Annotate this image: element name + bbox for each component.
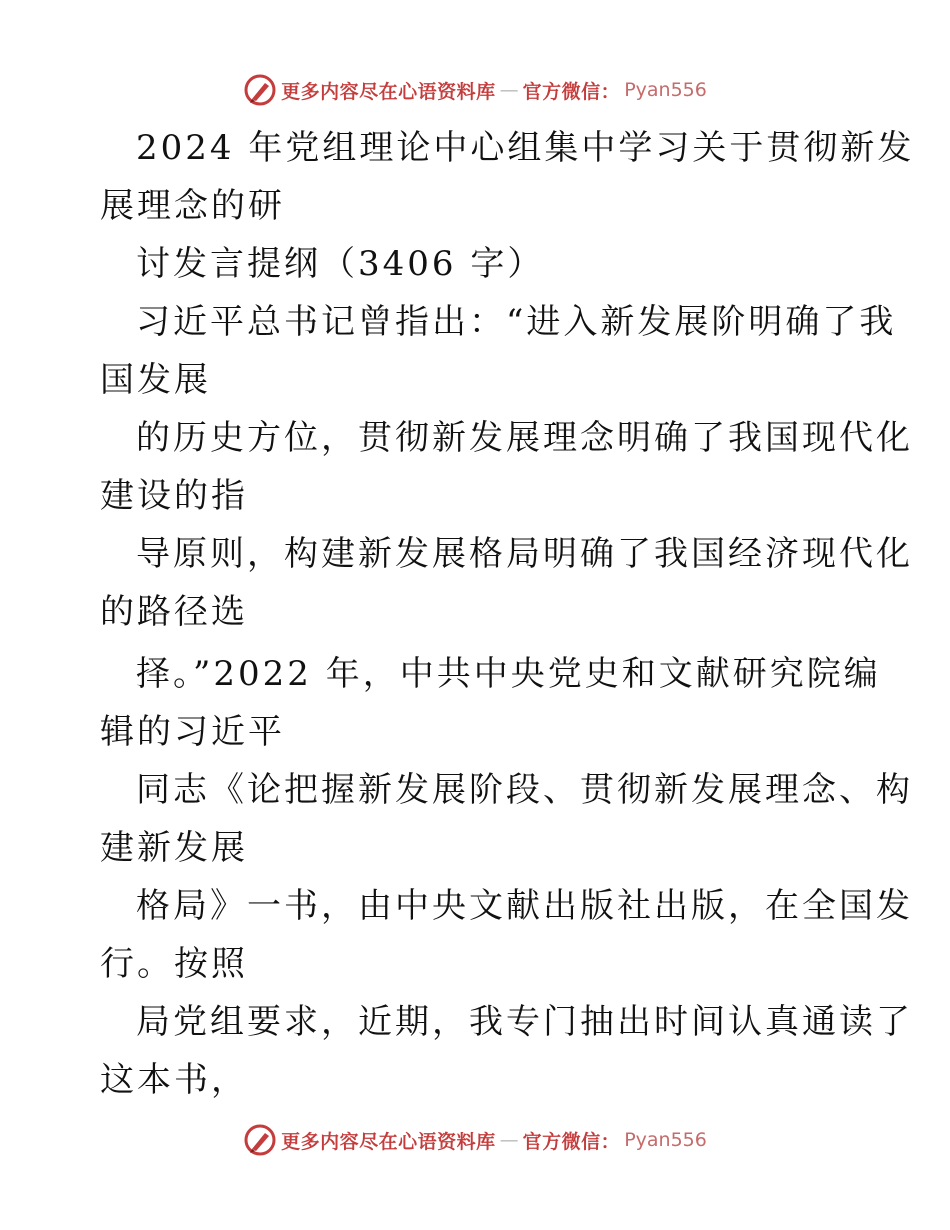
watermark-banner-bottom: [0, 1120, 950, 1160]
doc-line: 择。”2022 年，中共中央党史和文献研究院编: [136, 654, 881, 694]
doc-line: 局党组要求，近期，我专门抽出时间认真通读了: [136, 1002, 913, 1042]
doc-line: 的历史方位，贯彻新发展理念明确了我国现代化: [136, 418, 913, 458]
watermark-tagline: 更多内容尽在心语资料库: [281, 80, 496, 103]
doc-title-line-1: 2024 年党组理论中心组集中学习关于贯彻新发: [136, 128, 915, 168]
doc-line: 建新发展: [100, 828, 248, 868]
doc-line: 的路径选: [100, 592, 248, 632]
doc-line: 导原则，构建新发展格局明确了我国经济现代化: [136, 534, 913, 574]
watermark-contact-label: 官方微信：: [522, 80, 621, 103]
doc-line: 这本书，: [100, 1060, 248, 1100]
watermark-banner-top: [0, 70, 950, 110]
doc-title-line-2: 展理念的研: [100, 186, 285, 226]
watermark-tagline: 更多内容尽在心语资料库: [281, 1130, 496, 1153]
doc-line: 辑的习近平: [100, 712, 285, 752]
doc-line: 习近平总书记曾指出：“进入新发展阶明确了我: [136, 302, 897, 342]
watermark-account: Pyan556: [624, 1129, 707, 1151]
watermark-separator: —: [499, 1129, 519, 1151]
watermark-separator: —: [499, 79, 519, 101]
pen-logo-icon: [243, 1123, 277, 1157]
doc-line: 行。按照: [100, 944, 248, 984]
doc-line: 国发展: [100, 360, 211, 400]
watermark-contact-label: 官方微信：: [522, 1130, 621, 1153]
doc-line: 建设的指: [100, 476, 248, 516]
watermark-account: Pyan556: [624, 79, 707, 101]
doc-line: 同志《论把握新发展阶段、贯彻新发展理念、构: [136, 770, 913, 810]
doc-title-line-3: 讨发言提纲（3406 字）: [136, 244, 545, 284]
pen-logo-icon: [243, 73, 277, 107]
doc-line: 格局》一书，由中央文献出版社出版，在全国发: [136, 886, 913, 926]
